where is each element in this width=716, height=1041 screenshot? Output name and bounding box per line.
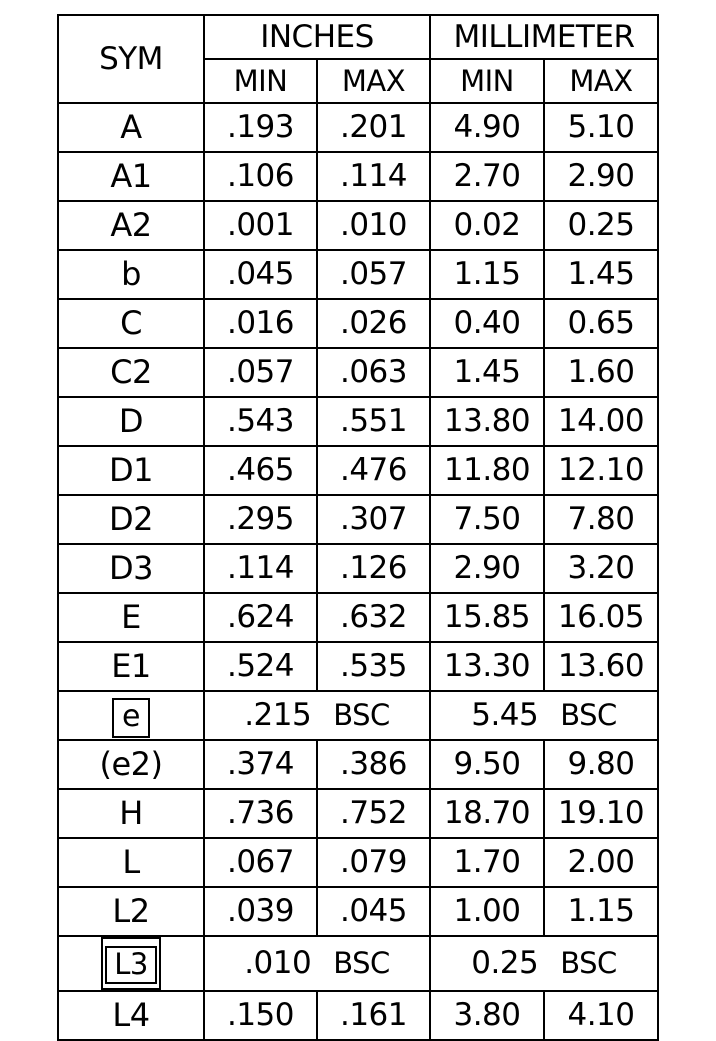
cell-inches-max: .045 bbox=[317, 887, 430, 936]
cell-millimeter-max: 14.00 bbox=[544, 397, 658, 446]
row-symbol: E1 bbox=[58, 642, 204, 691]
cell-inches-min: .465 bbox=[204, 446, 317, 495]
cell-inches-max: .551 bbox=[317, 397, 430, 446]
cell-inches-max: .057 bbox=[317, 250, 430, 299]
table-row bbox=[58, 495, 658, 544]
cell-millimeter-min: 15.85 bbox=[430, 593, 544, 642]
table-row bbox=[58, 991, 658, 1040]
cell-millimeter-min: 1.15 bbox=[430, 250, 544, 299]
cell-millimeter-bsc bbox=[430, 936, 658, 991]
dimension-table-container bbox=[57, 14, 657, 1041]
table-row bbox=[58, 936, 658, 991]
cell-inches-max: .752 bbox=[317, 789, 430, 838]
row-symbol: D3 bbox=[58, 544, 204, 593]
cell-inches-min: .016 bbox=[204, 299, 317, 348]
cell-millimeter-max: 4.10 bbox=[544, 991, 658, 1040]
cell-inches-bsc bbox=[204, 691, 430, 740]
header-inches-max: MAX bbox=[317, 59, 430, 103]
cell-inches-max: .063 bbox=[317, 348, 430, 397]
cell-millimeter-max: 0.25 bbox=[544, 201, 658, 250]
cell-inches-min: .114 bbox=[204, 544, 317, 593]
cell-inches-min: .150 bbox=[204, 991, 317, 1040]
cell-millimeter-max: 2.90 bbox=[544, 152, 658, 201]
dimension-table bbox=[57, 14, 659, 1041]
cell-millimeter-min: 7.50 bbox=[430, 495, 544, 544]
cell-inches-min: .543 bbox=[204, 397, 317, 446]
cell-millimeter-max: 19.10 bbox=[544, 789, 658, 838]
cell-inches-max: .010 bbox=[317, 201, 430, 250]
cell-inches-max: .535 bbox=[317, 642, 430, 691]
cell-inches-max: .126 bbox=[317, 544, 430, 593]
bsc-value: .215 bbox=[244, 697, 312, 733]
row-symbol: D1 bbox=[58, 446, 204, 495]
cell-millimeter-bsc bbox=[430, 691, 658, 740]
header-sym: SYM bbox=[58, 15, 204, 103]
cell-inches-max: .386 bbox=[317, 740, 430, 789]
cell-inches-min: .193 bbox=[204, 103, 317, 152]
cell-inches-min: .524 bbox=[204, 642, 317, 691]
table-row bbox=[58, 397, 658, 446]
table-row bbox=[58, 152, 658, 201]
row-symbol: A1 bbox=[58, 152, 204, 201]
cell-inches-min: .001 bbox=[204, 201, 317, 250]
cell-inches-min: .067 bbox=[204, 838, 317, 887]
row-symbol: b bbox=[58, 250, 204, 299]
row-symbol bbox=[58, 740, 204, 789]
cell-millimeter-min: 1.45 bbox=[430, 348, 544, 397]
cell-inches-max: .476 bbox=[317, 446, 430, 495]
cell-millimeter-min: 11.80 bbox=[430, 446, 544, 495]
bsc-label: BSC bbox=[333, 946, 390, 980]
cell-millimeter-max: 2.00 bbox=[544, 838, 658, 887]
cell-millimeter-min: 1.70 bbox=[430, 838, 544, 887]
cell-millimeter-max: 9.80 bbox=[544, 740, 658, 789]
cell-millimeter-min: 1.00 bbox=[430, 887, 544, 936]
cell-millimeter-max: 1.45 bbox=[544, 250, 658, 299]
cell-millimeter-min: 4.90 bbox=[430, 103, 544, 152]
header-row-groups bbox=[58, 15, 658, 59]
cell-millimeter-max: 16.05 bbox=[544, 593, 658, 642]
table-header bbox=[58, 15, 658, 103]
cell-millimeter-min: 2.90 bbox=[430, 544, 544, 593]
boxed-symbol-label: L3 bbox=[105, 946, 157, 984]
cell-inches-min: .045 bbox=[204, 250, 317, 299]
row-symbol: C bbox=[58, 299, 204, 348]
cell-millimeter-min: 18.70 bbox=[430, 789, 544, 838]
row-symbol: L4 bbox=[58, 991, 204, 1040]
table-row bbox=[58, 642, 658, 691]
row-symbol: D2 bbox=[58, 495, 204, 544]
cell-inches-min: .039 bbox=[204, 887, 317, 936]
table-row bbox=[58, 201, 658, 250]
boxed-symbol: e bbox=[112, 698, 150, 738]
table-row bbox=[58, 250, 658, 299]
table-row bbox=[58, 348, 658, 397]
cell-inches-max: .079 bbox=[317, 838, 430, 887]
table-row bbox=[58, 691, 658, 740]
cell-millimeter-min: 3.80 bbox=[430, 991, 544, 1040]
cell-inches-max: .026 bbox=[317, 299, 430, 348]
cell-millimeter-max: 7.80 bbox=[544, 495, 658, 544]
bsc-value: 0.25 bbox=[471, 945, 539, 981]
cell-inches-min: .057 bbox=[204, 348, 317, 397]
cell-millimeter-min: 13.30 bbox=[430, 642, 544, 691]
cell-inches-bsc bbox=[204, 936, 430, 991]
bsc-value: 5.45 bbox=[471, 697, 539, 733]
paren-symbol: (e2) bbox=[99, 745, 163, 783]
table-body bbox=[58, 103, 658, 1040]
bsc-label: BSC bbox=[560, 946, 617, 980]
cell-millimeter-max: 13.60 bbox=[544, 642, 658, 691]
cell-inches-max: .201 bbox=[317, 103, 430, 152]
bsc-label: BSC bbox=[333, 698, 390, 732]
cell-millimeter-min: 0.02 bbox=[430, 201, 544, 250]
table-row bbox=[58, 544, 658, 593]
cell-inches-min: .295 bbox=[204, 495, 317, 544]
row-symbol: A bbox=[58, 103, 204, 152]
header-millimeter-max: MAX bbox=[544, 59, 658, 103]
header-millimeter-min: MIN bbox=[430, 59, 544, 103]
table-row bbox=[58, 838, 658, 887]
table-row bbox=[58, 299, 658, 348]
table-row bbox=[58, 740, 658, 789]
cell-millimeter-max: 1.15 bbox=[544, 887, 658, 936]
row-symbol bbox=[58, 691, 204, 740]
bsc-label: BSC bbox=[560, 698, 617, 732]
cell-inches-min: .624 bbox=[204, 593, 317, 642]
cell-millimeter-min: 13.80 bbox=[430, 397, 544, 446]
header-group-millimeter: MILLIMETER bbox=[430, 15, 658, 59]
cell-millimeter-max: 5.10 bbox=[544, 103, 658, 152]
cell-millimeter-max: 12.10 bbox=[544, 446, 658, 495]
cell-millimeter-max: 0.65 bbox=[544, 299, 658, 348]
cell-inches-min: .106 bbox=[204, 152, 317, 201]
cell-millimeter-max: 3.20 bbox=[544, 544, 658, 593]
row-symbol: A2 bbox=[58, 201, 204, 250]
cell-inches-max: .161 bbox=[317, 991, 430, 1040]
bsc-value: .010 bbox=[244, 945, 312, 981]
header-group-inches: INCHES bbox=[204, 15, 430, 59]
row-symbol: C2 bbox=[58, 348, 204, 397]
table-row bbox=[58, 593, 658, 642]
row-symbol bbox=[58, 936, 204, 991]
cell-millimeter-min: 2.70 bbox=[430, 152, 544, 201]
cell-inches-min: .736 bbox=[204, 789, 317, 838]
table-row bbox=[58, 789, 658, 838]
cell-inches-max: .632 bbox=[317, 593, 430, 642]
cell-millimeter-min: 0.40 bbox=[430, 299, 544, 348]
row-symbol: L bbox=[58, 838, 204, 887]
cell-millimeter-min: 9.50 bbox=[430, 740, 544, 789]
table-row bbox=[58, 103, 658, 152]
row-symbol: H bbox=[58, 789, 204, 838]
row-symbol: D bbox=[58, 397, 204, 446]
double-boxed-symbol bbox=[101, 937, 161, 990]
cell-inches-max: .307 bbox=[317, 495, 430, 544]
cell-millimeter-max: 1.60 bbox=[544, 348, 658, 397]
table-row bbox=[58, 446, 658, 495]
header-inches-min: MIN bbox=[204, 59, 317, 103]
cell-inches-min: .374 bbox=[204, 740, 317, 789]
row-symbol: L2 bbox=[58, 887, 204, 936]
cell-inches-max: .114 bbox=[317, 152, 430, 201]
row-symbol: E bbox=[58, 593, 204, 642]
table-row bbox=[58, 887, 658, 936]
